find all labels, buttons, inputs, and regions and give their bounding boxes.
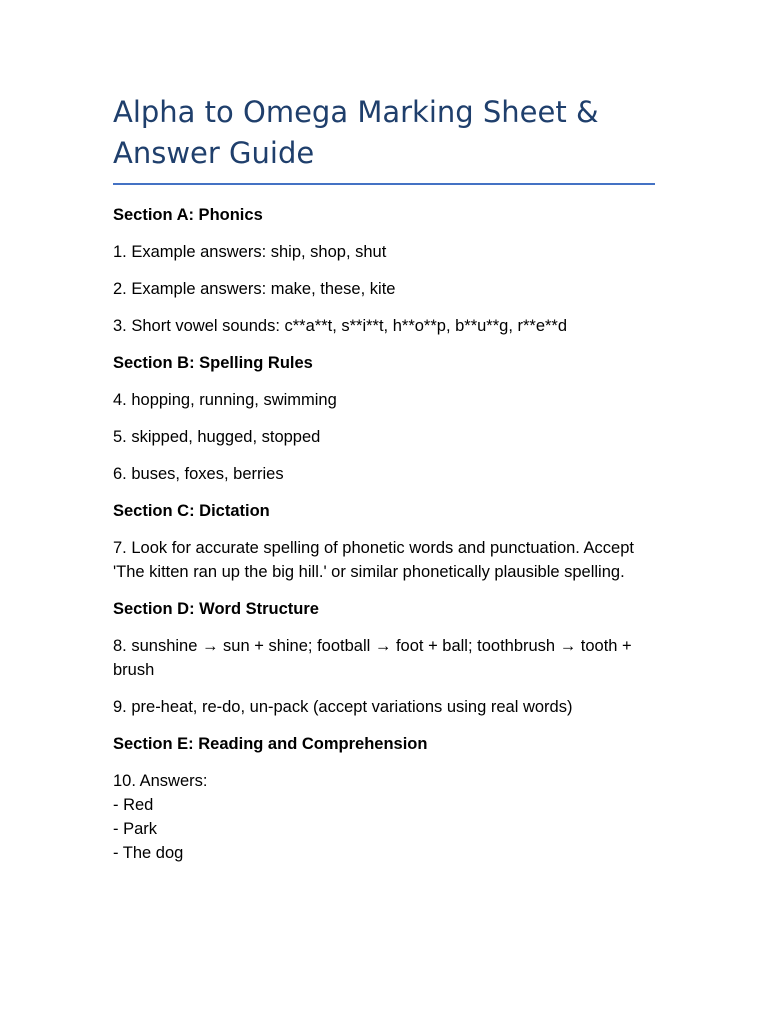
- answer-10: [113, 769, 655, 865]
- answer-7: 7. Look for accurate spelling of phonetic words and punctuation. Accept 'The kitten ran up the big hill.' or similar phonetically plausible spelling.: [113, 539, 634, 581]
- section-a-heading: Section A: Phonics: [113, 206, 263, 224]
- answer-2: 2. Example answers: make, these, kite: [113, 280, 396, 298]
- answer-10-item: - The dog: [113, 844, 184, 862]
- answer-9: 9. pre-heat, re-do, un-pack (accept variations using real words): [113, 698, 573, 716]
- section-c-heading: Section C: Dictation: [113, 502, 270, 520]
- answer-3: 3. Short vowel sounds: c**a**t, s**i**t, h**o**p, b**u**g, r**e**d: [113, 317, 568, 335]
- section-e-heading: Section E: Reading and Comprehension: [113, 735, 428, 753]
- answer-6: 6. buses, foxes, berries: [113, 465, 284, 483]
- answer-10-item: - Park: [113, 820, 158, 838]
- section-d-heading: Section D: Word Structure: [113, 600, 319, 618]
- answer-4: 4. hopping, running, swimming: [113, 391, 337, 409]
- page-title-line-2: Answer Guide: [113, 136, 315, 170]
- section-b-heading: Section B: Spelling Rules: [113, 354, 313, 372]
- answer-10-item: - Red: [113, 796, 154, 814]
- answer-5: 5. skipped, hugged, stopped: [113, 428, 321, 446]
- page-title: [113, 92, 655, 185]
- answer-1: 1. Example answers: ship, shop, shut: [113, 243, 387, 261]
- answer-10-intro: 10. Answers:: [113, 772, 208, 790]
- answer-8: 8. sunshine → sun + shine; football → foot + ball; toothbrush → tooth + brush: [113, 637, 632, 679]
- page-title-line-1: Alpha to Omega Marking Sheet &: [113, 95, 599, 129]
